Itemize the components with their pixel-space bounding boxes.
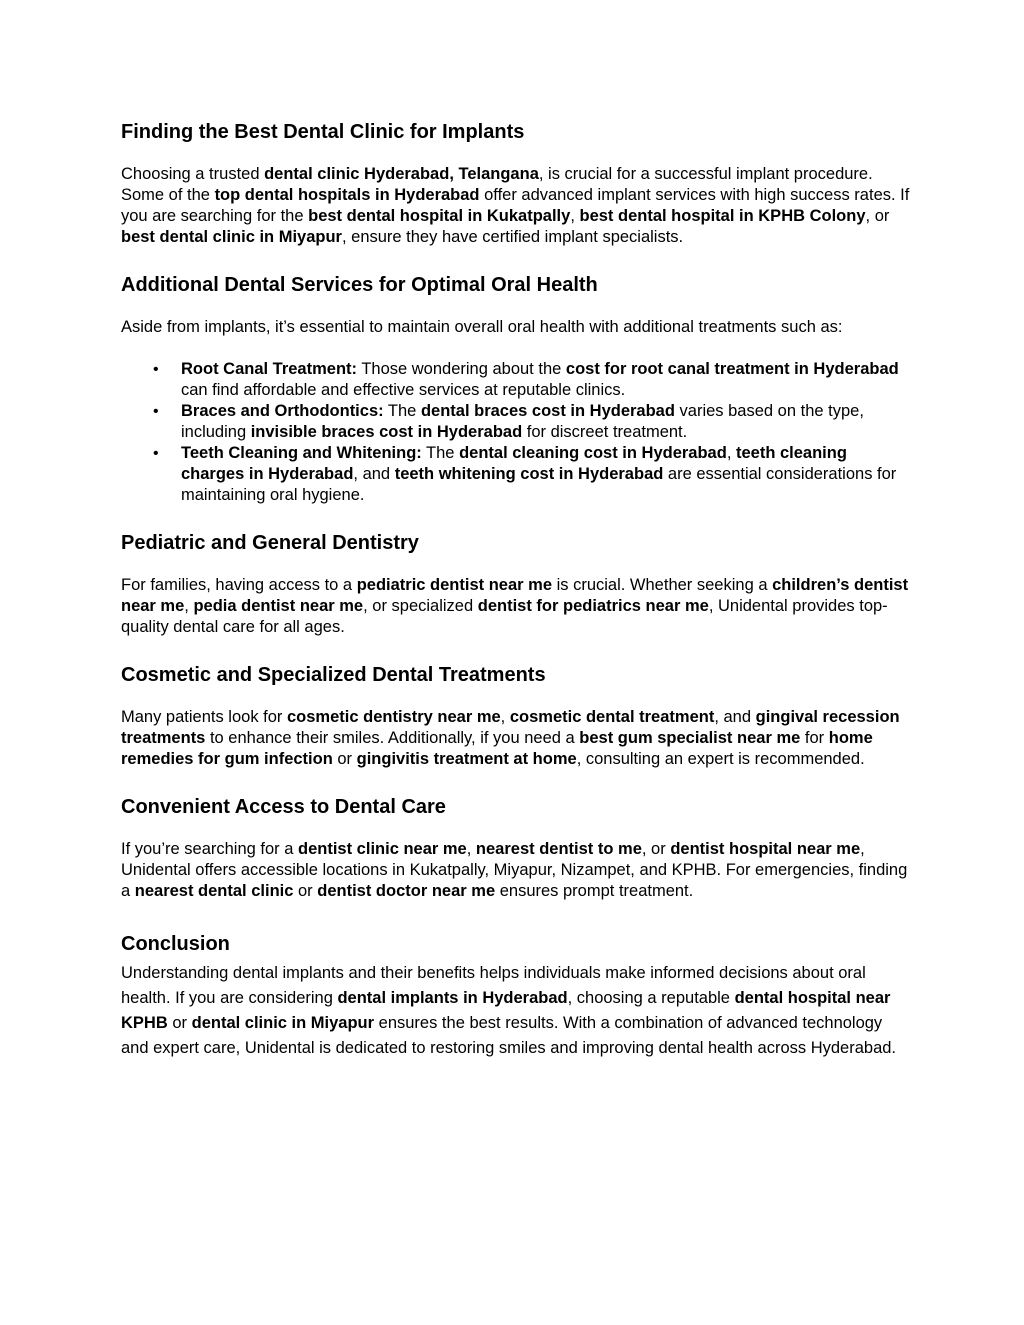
bold-keyword: dentist for pediatrics near me: [477, 597, 709, 615]
list-item-cleaning-whitening: [181, 443, 911, 506]
text-run: or: [167, 1014, 192, 1032]
bold-keyword: top dental hospitals in Hyderabad: [214, 186, 480, 204]
bold-keyword: best dental hospital in KPHB Colony: [579, 207, 866, 225]
text-run: ensures the best results. With a combination of advanced technology and expert care, Unidental is dedicated to restoring smiles and improving dental health across Hyderabad.: [121, 1014, 897, 1057]
bold-keyword: gingivitis treatment at home: [356, 750, 577, 768]
text-run: to enhance their smiles. Additionally, if you need a: [205, 729, 580, 747]
text-run: , or: [865, 207, 890, 225]
text-run: ,: [466, 840, 476, 858]
bold-keyword: dentist hospital near me: [670, 840, 861, 858]
bold-keyword: dental hospital near KPHB: [121, 989, 891, 1032]
text-run: , ensure they have certified implant specialists.: [341, 228, 684, 246]
bold-keyword: nearest dental clinic: [134, 882, 294, 900]
document-page: [121, 117, 911, 1061]
text-run: , choosing a reputable: [567, 989, 735, 1007]
bold-keyword: home remedies for gum infection: [121, 729, 873, 768]
heading-convenient-access: Convenient Access to Dental Care: [121, 796, 446, 818]
text-run: Many patients look for: [121, 708, 287, 726]
heading-cosmetic: Cosmetic and Specialized Dental Treatments: [121, 664, 546, 686]
bold-keyword: dentist clinic near me: [298, 840, 467, 858]
text-run: , and: [353, 465, 395, 483]
text-run: Understanding dental implants and their benefits helps individuals make informed decisions about oral health. If you are considering: [121, 964, 866, 1007]
bold-keyword: dental cleaning cost in Hyderabad: [459, 444, 727, 462]
heading-implants-clinic: Finding the Best Dental Clinic for Implants: [121, 121, 525, 143]
bold-keyword: children’s dentist near me: [121, 576, 909, 615]
bold-keyword: best gum specialist near me: [579, 729, 801, 747]
bold-keyword: nearest dentist to me: [475, 840, 642, 858]
bold-keyword: Root Canal Treatment:: [181, 360, 358, 378]
bold-keyword: dental clinic Hyderabad, Telangana: [264, 165, 539, 183]
text-run: , consulting an expert is recommended.: [576, 750, 865, 768]
text-run: Those wondering about the: [357, 360, 566, 378]
bold-keyword: invisible braces cost in Hyderabad: [250, 423, 523, 441]
list-item-root-canal: [181, 359, 911, 401]
bold-keyword: pediatric dentist near me: [356, 576, 552, 594]
text-run: for: [800, 729, 829, 747]
bold-keyword: gingival recession treatments: [121, 708, 900, 747]
text-run: ,: [726, 444, 736, 462]
text-run: varies based on the type, including: [181, 402, 864, 441]
paragraph-cosmetic: [121, 707, 911, 770]
bold-keyword: dentist doctor near me: [317, 882, 496, 900]
paragraph-convenient-access: [121, 839, 911, 902]
text-run: can find affordable and effective services at reputable clinics.: [181, 381, 626, 399]
text-run: or: [332, 750, 357, 768]
services-list: [121, 359, 911, 506]
text-run: or: [293, 882, 318, 900]
list-item-braces: [181, 401, 911, 443]
text-run: Choosing a trusted: [121, 165, 265, 183]
text-run: are essential considerations for maintaining oral hygiene.: [181, 465, 897, 504]
bold-keyword: Braces and Orthodontics:: [181, 402, 384, 420]
text-run: , or: [641, 840, 671, 858]
bold-keyword: dental implants in Hyderabad: [337, 989, 568, 1007]
bold-keyword: cost for root canal treatment in Hyderabad: [565, 360, 899, 378]
bold-keyword: best dental hospital in Kukatpally: [308, 207, 571, 225]
bold-keyword: teeth whitening cost in Hyderabad: [394, 465, 664, 483]
text-run: Aside from implants, it’s essential to maintain overall oral health with additional treatments such as:: [121, 318, 843, 336]
text-run: ensures prompt treatment.: [495, 882, 694, 900]
heading-pediatric: Pediatric and General Dentistry: [121, 532, 419, 554]
heading-conclusion: Conclusion: [121, 933, 230, 955]
text-run: For families, having access to a: [121, 576, 357, 594]
text-run: If you’re searching for a: [121, 840, 299, 858]
paragraph-additional-services: [121, 317, 911, 338]
text-run: , and: [714, 708, 756, 726]
bold-keyword: dental clinic in Miyapur: [191, 1014, 375, 1032]
conclusion-section: [121, 929, 911, 1061]
text-run: ,: [570, 207, 580, 225]
text-run: for discreet treatment.: [522, 423, 688, 441]
bold-keyword: cosmetic dental treatment: [509, 708, 715, 726]
bold-keyword: pedia dentist near me: [193, 597, 364, 615]
paragraph-pediatric: [121, 575, 911, 638]
text-run: , Unidental offers accessible locations in Kukatpally, Miyapur, Nizampet, and KPHB. For emergencies, finding a: [121, 840, 908, 900]
text-run: offer advanced implant services with high success rates. If you are searching for the: [121, 186, 910, 225]
text-run: ,: [184, 597, 194, 615]
bold-keyword: cosmetic dentistry near me: [287, 708, 501, 726]
text-run: ,: [500, 708, 510, 726]
text-run: is crucial. Whether seeking a: [552, 576, 773, 594]
bold-keyword: Teeth Cleaning and Whitening:: [181, 444, 422, 462]
bold-keyword: best dental clinic in Miyapur: [121, 228, 342, 246]
paragraph-implants-clinic: [121, 164, 911, 248]
text-run: , Unidental provides top-quality dental care for all ages.: [121, 597, 888, 636]
text-run: , is crucial for a successful implant procedure. Some of the: [121, 165, 873, 204]
bold-keyword: teeth cleaning charges in Hyderabad: [181, 444, 847, 483]
text-run: The: [383, 402, 421, 420]
text-run: , or specialized: [363, 597, 478, 615]
bold-keyword: dental braces cost in Hyderabad: [420, 402, 675, 420]
paragraph-conclusion: [121, 961, 911, 1061]
heading-additional-services: Additional Dental Services for Optimal Oral Health: [121, 274, 598, 296]
text-run: The: [421, 444, 460, 462]
